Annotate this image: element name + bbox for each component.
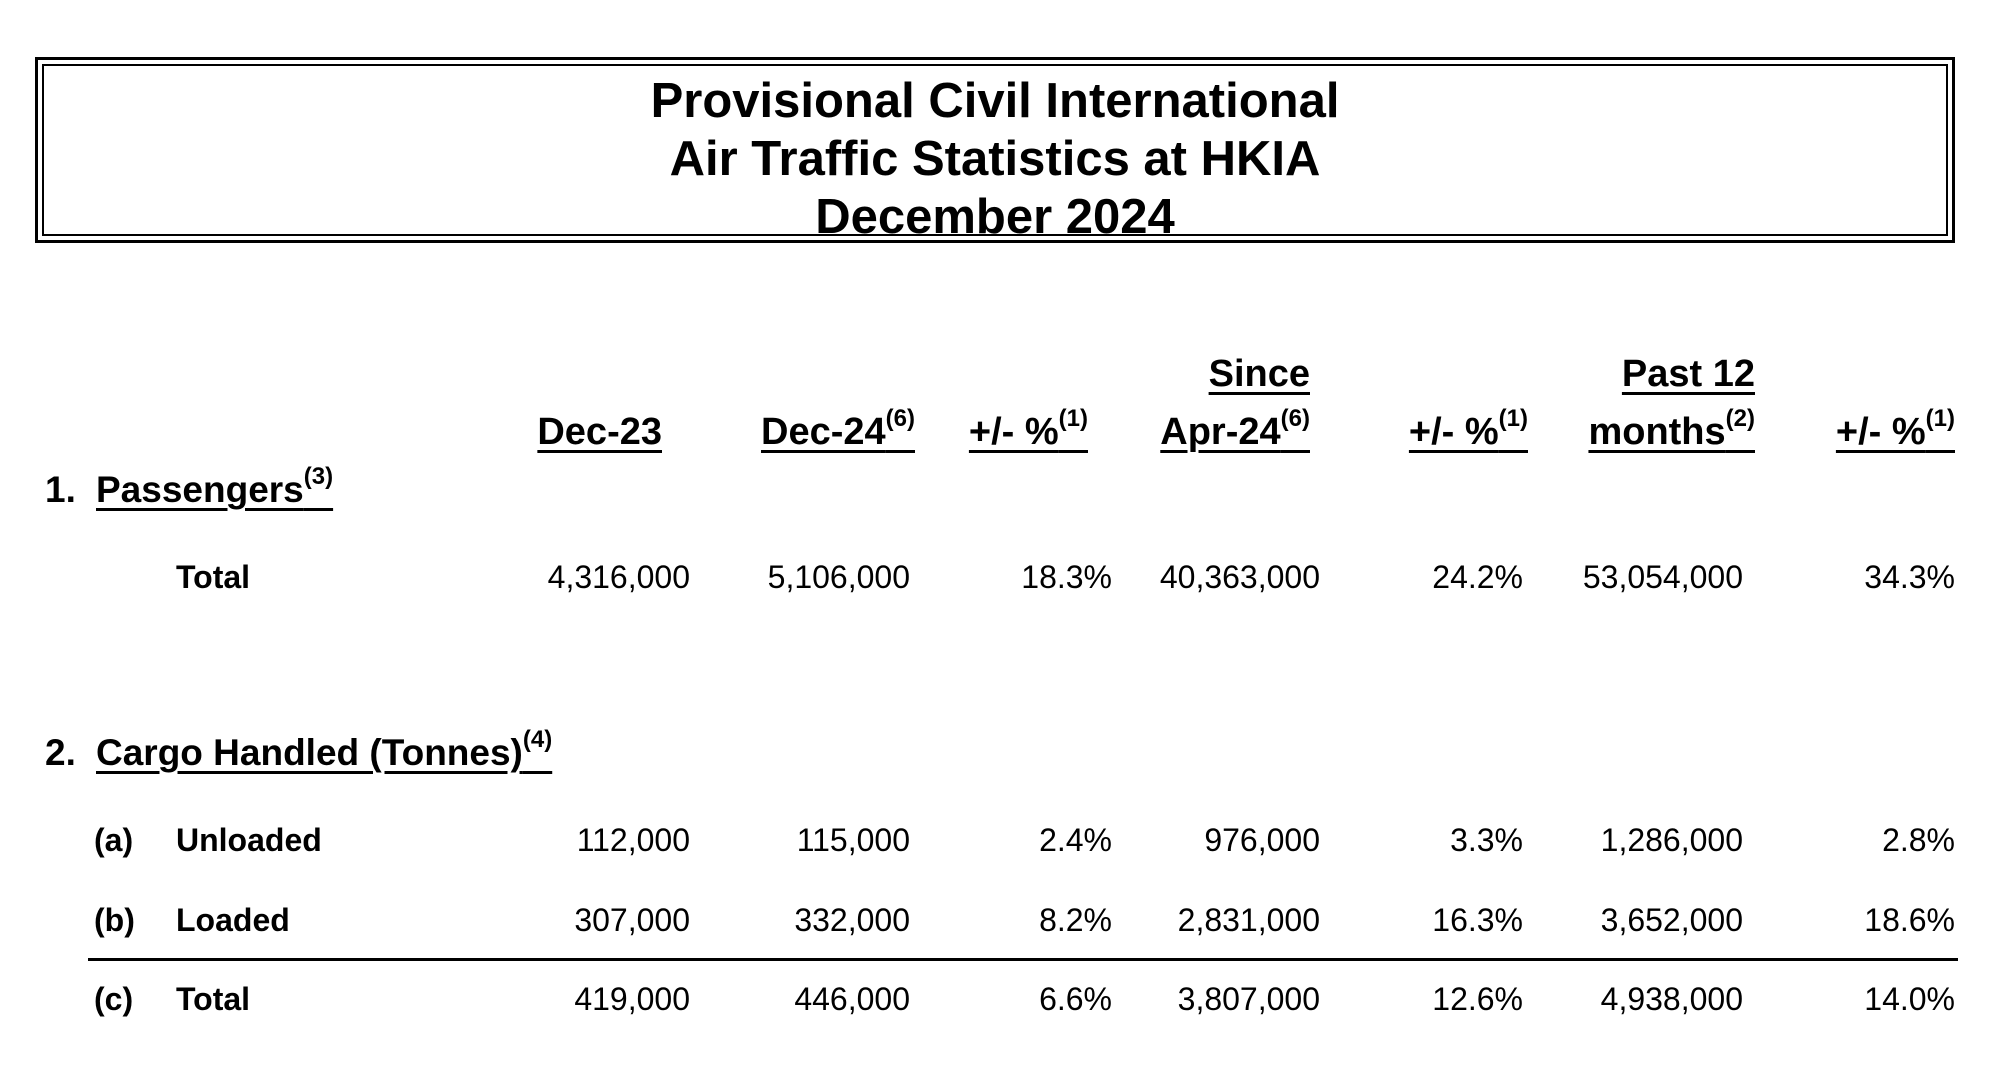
row-letter: (a)	[94, 822, 134, 858]
cell-dec23: 307,000	[574, 902, 690, 938]
header-dec24: Dec-24$^{(6)}$	[761, 405, 915, 453]
cell-pct-ytd: 3.3%	[1450, 822, 1523, 858]
cell-pct-ytd: 24.2%	[1432, 559, 1523, 595]
cell-dec24: 115,000	[796, 822, 910, 858]
cell-since-apr: 2,831,000	[1177, 902, 1320, 938]
cell-dec23: 112,000	[576, 822, 690, 858]
cell-pct-month: 6.6%	[1039, 981, 1112, 1017]
header-pct-month: +/- %$^{(1)}$	[968, 405, 1088, 453]
cell-pct-month: 8.2%	[1039, 902, 1112, 938]
title-line-1: Provisional Civil International	[650, 74, 1340, 128]
title-inner-border	[42, 64, 1948, 244]
cell-dec23: 4,316,000	[547, 559, 690, 595]
cell-dec24: 332,000	[794, 902, 910, 938]
cell-past12: 53,054,000	[1582, 559, 1743, 595]
cell-since-apr: 40,363,000	[1159, 559, 1320, 595]
header-past12: Past 12	[1621, 353, 1755, 395]
cell-past12: 4,938,000	[1600, 981, 1743, 1017]
header-apr24: Apr-24$^{(6)}$	[1160, 405, 1310, 453]
total-divider-line	[88, 958, 1958, 961]
cell-pct-12m: 18.6%	[1864, 902, 1955, 938]
cell-pct-month: 2.4%	[1039, 822, 1112, 858]
cell-dec23: 419,000	[574, 981, 690, 1017]
row-letter: (c)	[94, 981, 134, 1017]
header-months-note: (2)	[1725, 405, 1755, 432]
section-2-number: 2.	[45, 732, 76, 773]
header-pct-month-note: (1)	[1058, 405, 1088, 432]
header-pct-12m: +/- %$^{(1)}$	[1835, 405, 1955, 453]
header-pct-ytd-note: (1)	[1498, 405, 1528, 432]
cell-dec24: 5,106,000	[767, 559, 910, 595]
cell-since-apr: 976,000	[1204, 822, 1320, 858]
row-letter: (b)	[94, 902, 135, 938]
section-1-title: Passengers$^{(3)}$	[96, 463, 334, 510]
section-2-note: (4)	[522, 726, 553, 753]
title-box	[35, 57, 1955, 243]
cell-pct-12m: 34.3%	[1864, 559, 1955, 595]
cell-past12: 1,286,000	[1600, 822, 1743, 858]
row-label: Unloaded	[176, 822, 322, 858]
header-months: months$^{(2)}$	[1588, 405, 1755, 453]
cell-pct-ytd: 12.6%	[1432, 981, 1523, 1017]
header-since: Since	[1208, 353, 1310, 395]
cell-pct-12m: 2.8%	[1882, 822, 1955, 858]
cell-pct-month: 18.3%	[1021, 559, 1112, 595]
header-pct-12m-note: (1)	[1925, 405, 1955, 432]
title-line-3: December 2024	[815, 190, 1175, 244]
cell-pct-ytd: 16.3%	[1432, 902, 1523, 938]
cell-past12: 3,652,000	[1600, 902, 1743, 938]
section-1-note: (3)	[303, 463, 334, 490]
cell-dec24: 446,000	[794, 981, 910, 1017]
header-apr24-note: (6)	[1280, 405, 1310, 432]
header-dec23: Dec-23	[537, 411, 662, 453]
title-line-2: Air Traffic Statistics at HKIA	[669, 132, 1321, 186]
row-label: Total	[176, 559, 251, 595]
header-pct-ytd: +/- %$^{(1)}$	[1408, 405, 1528, 453]
cell-pct-12m: 14.0%	[1864, 981, 1955, 1017]
row-label: Loaded	[176, 902, 290, 938]
cell-since-apr: 3,807,000	[1177, 981, 1320, 1017]
section-2-title: Cargo Handled (Tonnes)$^{(4)}$	[96, 726, 553, 773]
section-1-number: 1.	[45, 469, 76, 510]
header-dec24-note: (6)	[885, 405, 915, 432]
row-label: Total	[176, 981, 251, 1017]
